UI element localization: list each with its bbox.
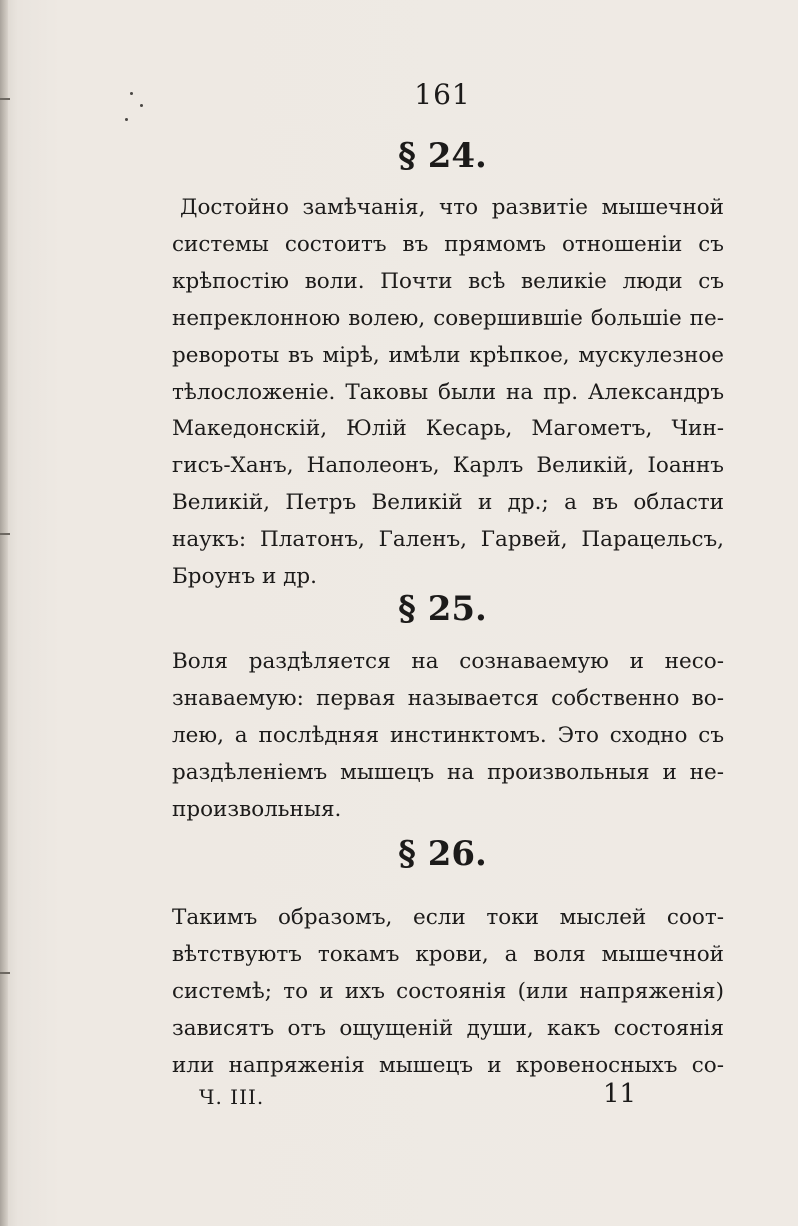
text-line: произвольныя.: [172, 796, 342, 822]
text-line: ревороты въ мірѣ, имѣли крѣпкое, мускулезное: [172, 342, 724, 368]
section-heading-26: § 26.: [398, 834, 487, 874]
text-line: Достойно замѣчанія, что развитіе мышечной: [180, 195, 724, 220]
text-line: Македонскій, Юлій Кесарь, Магометъ, Чин-: [172, 416, 724, 442]
text-line: непреклонною волею, совершившіе большіе пе-: [172, 305, 724, 331]
spine-mark: [0, 972, 10, 974]
text-line: раздѣленіемъ мышецъ на произвольныя и не-: [172, 759, 724, 785]
text-line: системы состоитъ въ прямомъ отношеніи съ: [172, 231, 724, 257]
text-line: системѣ; то и ихъ состоянія (или напряженія): [172, 978, 724, 1004]
paragraph-25: [172, 644, 724, 829]
text-line: Воля раздѣляется на сознаваемую и несо-: [172, 649, 724, 674]
text-line: Такимъ образомъ, если токи мыслей соот-: [172, 905, 724, 930]
text-line: крѣпостію воли. Почти всѣ великіе люди съ: [172, 268, 724, 294]
section-heading-24: § 24.: [398, 136, 487, 176]
text-line: или напряженія мышецъ и кровеносныхъ со-: [172, 1052, 724, 1078]
page-number: 161: [414, 78, 471, 111]
part-label: Ч. III.: [199, 1085, 265, 1109]
section-heading-25: § 25.: [398, 589, 487, 629]
paragraph-26: [172, 900, 724, 1085]
text-line: зависятъ отъ ощущеній души, какъ состоянія: [172, 1015, 724, 1041]
text-line: наукъ: Платонъ, Галенъ, Гарвей, Парацельсъ,: [172, 527, 724, 553]
text-line: тѣлосложеніе. Таковы были на пр. Александръ: [172, 379, 724, 405]
text-line: Великій, Петръ Великій и др.; а въ области: [172, 490, 724, 516]
text-line: гисъ-Ханъ, Наполеонъ, Карлъ Великій, Іоаннъ: [172, 453, 724, 479]
signature-mark: 11: [603, 1079, 637, 1109]
text-line: знаваемую: первая называется собственно во-: [172, 685, 724, 711]
text-line: лею, а послѣдняя инстинктомъ. Это сходно съ: [172, 722, 724, 748]
text-line: вѣтствуютъ токамъ крови, а воля мышечной: [172, 941, 724, 967]
ink-speck: [125, 118, 128, 121]
spine-mark: [0, 533, 10, 535]
text-line: Броунъ и др.: [172, 564, 317, 590]
paragraph-24: [172, 190, 724, 596]
